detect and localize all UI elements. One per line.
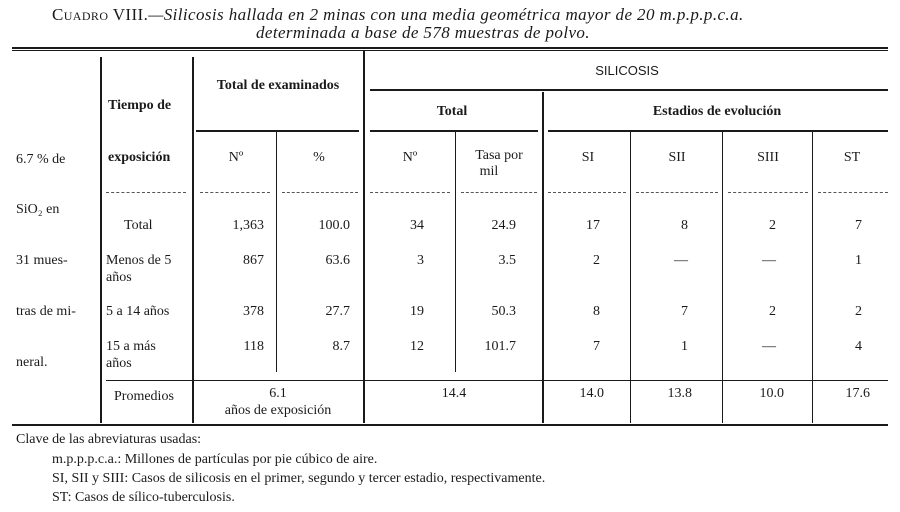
row-total-st: 7 xyxy=(855,218,862,233)
row-15mas-st: 4 xyxy=(855,339,862,354)
dash-6 xyxy=(548,192,626,193)
row-menos5-tasa: 3.5 xyxy=(498,253,516,268)
key-heading: Clave de las abreviaturas usadas: xyxy=(16,432,202,447)
row-total-sil-no: 34 xyxy=(410,218,424,233)
row-menos5-st: 1 xyxy=(855,253,862,268)
promedios-siii: 10.0 xyxy=(759,386,784,401)
promedios-examinados: 6.1 xyxy=(269,386,287,401)
row-5a14-siii: 2 xyxy=(769,304,776,319)
row-total-siii: 2 xyxy=(769,218,776,233)
key-item-1: m.p.p.p.c.a.: Millones de partículas por pie cúbico de aire. xyxy=(52,452,378,467)
vertical-rule-6 xyxy=(455,132,456,372)
table-number: Cuadro VIII. xyxy=(52,5,149,24)
row-5a14-label: 5 a 14 años xyxy=(106,304,170,319)
promedios-label: Promedios xyxy=(114,389,174,404)
estadios-header: Estadios de evolución xyxy=(652,104,782,119)
row-5a14-sil-no: 19 xyxy=(410,304,424,319)
row-menos5-si: 2 xyxy=(593,253,600,268)
row-15mas-label-2: años xyxy=(106,356,132,371)
dash-7 xyxy=(636,192,718,193)
row-15mas-sii: 1 xyxy=(681,339,688,354)
promedios-examinados-sub: años de exposición xyxy=(224,403,332,418)
tasa-header-2: mil xyxy=(479,164,499,179)
promedios-sii: 13.8 xyxy=(667,386,692,401)
key-item-3: ST: Casos de sílico-tuberculosis. xyxy=(52,490,235,505)
vertical-rule-3 xyxy=(363,51,365,423)
total-examinados-header: Total de examinados xyxy=(216,78,340,93)
row-15mas-pct: 8.7 xyxy=(332,339,350,354)
top-rule-2 xyxy=(12,50,888,51)
side-note-line-3: 31 mues- xyxy=(16,253,68,268)
estadios-rule xyxy=(548,130,888,132)
row-menos5-sil-no: 3 xyxy=(417,253,424,268)
promedios-st: 17.6 xyxy=(845,386,870,401)
dash-8 xyxy=(728,192,808,193)
bottom-rule xyxy=(12,424,888,426)
tiempo-header-2: exposición xyxy=(108,150,171,165)
tiempo-header-1: Tiempo de xyxy=(108,98,172,113)
silicosis-header: SILICOSIS xyxy=(595,63,659,78)
no2-header: Nº xyxy=(402,150,418,165)
tasa-header-1: Tasa por xyxy=(475,148,523,163)
st-header: ST xyxy=(843,150,861,165)
total-header: Total xyxy=(436,104,468,119)
row-menos5-siii: — xyxy=(762,253,776,268)
title-text: —Silicosis hallada en 2 minas con una media geométrica mayor de 20 m.p.p.p.c.a. xyxy=(148,5,744,24)
row-menos5-sii: — xyxy=(674,253,688,268)
row-15mas-si: 7 xyxy=(593,339,600,354)
vertical-rule-2 xyxy=(192,57,194,423)
side-note-line-1: 6.7 % de xyxy=(16,152,66,167)
silicosis-rule xyxy=(370,89,888,91)
sii-header: SII xyxy=(668,150,686,165)
row-15mas-tasa: 101.7 xyxy=(484,339,516,354)
dash-2 xyxy=(200,192,270,193)
table-title-line-2: determinada a base de 578 muestras de polvo. xyxy=(256,23,590,42)
side-note-line-5: neral. xyxy=(16,355,48,370)
row-total-tasa: 24.9 xyxy=(491,218,516,233)
row-5a14-no: 378 xyxy=(243,304,264,319)
top-rule xyxy=(12,47,888,49)
row-menos5-no: 867 xyxy=(243,253,264,268)
row-5a14-sii: 7 xyxy=(681,304,688,319)
row-menos5-label-2: años xyxy=(106,270,132,285)
dash-5 xyxy=(461,192,537,193)
siii-header: SIII xyxy=(757,150,779,165)
examinados-rule xyxy=(196,130,359,132)
row-15mas-label: 15 a más xyxy=(106,339,156,354)
row-15mas-sil-no: 12 xyxy=(410,339,424,354)
row-5a14-st: 2 xyxy=(855,304,862,319)
promedios-si: 14.0 xyxy=(579,386,604,401)
row-menos5-pct: 63.6 xyxy=(325,253,350,268)
promedios-total: 14.4 xyxy=(441,386,467,401)
table-title-line-1 xyxy=(52,5,744,25)
row-total-si: 17 xyxy=(586,218,600,233)
no-header: Nº xyxy=(228,150,244,165)
row-5a14-si: 8 xyxy=(593,304,600,319)
side-note-line-2: SiO₂ en xyxy=(16,202,60,217)
si-header: SI xyxy=(581,150,595,165)
row-5a14-tasa: 50.3 xyxy=(491,304,516,319)
row-total-sii: 8 xyxy=(681,218,688,233)
row-total-label: Total xyxy=(124,218,153,233)
key-item-2: SI, SII y SIII: Casos de silicosis en el primer, segundo y tercer estadio, respectivamente. xyxy=(52,471,546,486)
dash-4 xyxy=(370,192,450,193)
promedios-rule xyxy=(106,380,888,381)
vertical-rule-4 xyxy=(542,92,544,423)
dash-3 xyxy=(282,192,358,193)
vertical-rule-1 xyxy=(100,57,102,423)
dash-1 xyxy=(106,192,186,193)
vertical-rule-5 xyxy=(276,132,277,372)
row-15mas-no: 118 xyxy=(243,339,264,354)
row-5a14-pct: 27.7 xyxy=(325,304,350,319)
row-total-pct: 100.0 xyxy=(318,218,350,233)
row-total-no: 1,363 xyxy=(232,218,264,233)
row-15mas-siii: — xyxy=(762,339,776,354)
row-menos5-label: Menos de 5 xyxy=(106,253,172,268)
dash-9 xyxy=(818,192,888,193)
side-note-line-4: tras de mi- xyxy=(16,304,76,319)
pct-header: % xyxy=(313,150,325,165)
total-rule xyxy=(370,130,538,132)
